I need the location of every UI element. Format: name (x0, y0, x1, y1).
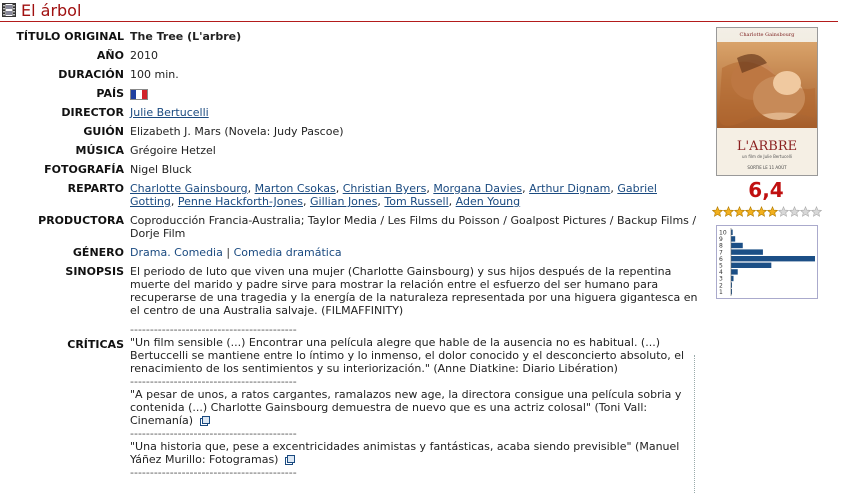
original-title-value: The Tree (L'arbre) (130, 30, 242, 43)
field-label: DIRECTOR (61, 106, 124, 119)
histogram-label: 4 (719, 269, 723, 277)
row-productora (0, 211, 700, 243)
histogram-label: 2 (719, 282, 723, 290)
star-icon (779, 207, 789, 216)
star-icon (768, 207, 778, 216)
title-bar (0, 0, 838, 22)
genre-link[interactable]: Drama. Comedia (130, 246, 223, 259)
histogram-bar (731, 276, 734, 281)
histogram-bar (731, 236, 735, 241)
photography-value: Nigel Bluck (130, 163, 192, 176)
field-label: REPARTO (67, 182, 124, 195)
external-link-icon[interactable] (200, 416, 210, 426)
row-reparto (0, 179, 700, 211)
page-title: El árbol (21, 1, 82, 20)
cast-link[interactable]: Gillian Jones (309, 195, 378, 208)
row-director (0, 103, 700, 122)
reviews-list (130, 320, 700, 482)
field-label: AÑO (96, 49, 124, 62)
row-sinopsis (0, 262, 700, 320)
genre-separator: | (226, 246, 231, 259)
genre-list (130, 243, 700, 262)
field-label: PRODUCTORA (38, 214, 124, 227)
cast-link[interactable]: Gabriel Gotting (130, 182, 657, 208)
histogram-bar (731, 263, 771, 268)
field-label: GÉNERO (72, 246, 124, 259)
review-item (130, 388, 700, 427)
field-label: CRÍTICAS (67, 338, 124, 351)
review-divider: ------------------------------------------ (130, 375, 297, 388)
duration-value: 100 min. (130, 68, 179, 81)
cast-link[interactable]: Penne Hackforth-Jones (177, 195, 303, 208)
review-item (130, 440, 700, 466)
cast-link[interactable]: Tom Russell (384, 195, 449, 208)
review-text: "A pesar de unos, a ratos cargantes, ramalazos new age, la directora consigue una película sobria y contenida (...) Charlotte Gainsbourg demuestra de nuevo que es una actriz colosal" (Toni Vall: Cinemanía) (130, 388, 682, 427)
rating-value: 6,4 (748, 178, 784, 202)
cast-link[interactable]: Charlotte Gainsbourg (130, 182, 248, 195)
histogram-label: 7 (719, 249, 723, 257)
field-label: PAÍS (96, 87, 124, 100)
cast-link[interactable]: Aden Young (455, 195, 521, 208)
histogram-bar (731, 269, 738, 274)
row-pais (0, 84, 700, 103)
country-value (130, 84, 700, 103)
row-titulo-original (0, 27, 700, 46)
row-musica (0, 141, 700, 160)
star-icon (724, 207, 734, 216)
field-label: DURACIÓN (58, 68, 124, 81)
director-link[interactable]: Julie Bertucelli (130, 106, 209, 119)
france-flag-icon (130, 89, 148, 100)
star-icon (735, 207, 745, 216)
review-item (130, 336, 700, 375)
row-genero (0, 243, 700, 262)
field-label: TÍTULO ORIGINAL (16, 30, 124, 43)
poster-image (717, 28, 817, 175)
histogram-label: 1 (719, 288, 723, 296)
producer-value: Coproducción Francia-Australia; Taylor Media / Les Films du Poisson / Goalpost Pictures / Backup Films / Dorje Film (130, 214, 697, 240)
cast-link[interactable]: Morgana Davies (433, 182, 523, 195)
synopsis-value: El periodo de luto que viven una mujer (Charlotte Gainsbourg) y sus hijos después de la repentina muerte del marido y padre sirve para mostrar la relación entre el esfuerzo del ser humano para recuperarse de una tragedia y la energía de la naturaleza representada por una higuera gigantesca en el centro de una Australia salvaje. (FILMAFFINITY) (130, 265, 698, 317)
histogram-label: 6 (719, 255, 723, 263)
rating-stars (712, 206, 824, 218)
field-label: MÚSICA (75, 144, 124, 157)
review-divider: ------------------------------------------ (130, 466, 297, 479)
rating-histogram[interactable] (716, 225, 818, 299)
poster-release: SORTIE LE 11 AOÛT (747, 165, 787, 170)
star-icon (790, 207, 800, 216)
histogram-bar (731, 249, 763, 254)
star-icon (812, 207, 822, 216)
histogram-bar (731, 243, 743, 248)
histogram-label: 3 (719, 275, 723, 283)
histogram-bar (731, 256, 815, 261)
poster-actress-name: Charlotte Gainsbourg (739, 32, 795, 38)
movie-info-table (0, 27, 700, 482)
star-icon (801, 207, 811, 216)
poster-title: L'ARBRE (736, 139, 798, 154)
field-label: GUIÓN (83, 125, 124, 138)
external-link-icon[interactable] (285, 455, 295, 465)
poster-subtitle: un film de Julie Bertucelli (741, 154, 793, 159)
cast-link[interactable]: Marton Csokas (254, 182, 336, 195)
star-icon (713, 207, 723, 216)
cast-link[interactable]: Arthur Dignam (529, 182, 611, 195)
row-anio (0, 46, 700, 65)
row-fotografia (0, 160, 700, 179)
histogram-label: 10 (719, 229, 727, 237)
histogram-label: 9 (719, 236, 723, 244)
movie-poster[interactable] (716, 27, 818, 176)
year-value: 2010 (130, 49, 158, 62)
star-icon (757, 207, 767, 216)
review-text: "Una historia que, pese a excentricidades animistas y fantásticas, acaba siendo previsible" (Manuel Yáñez Murillo: Fotogramas) (130, 440, 680, 466)
histogram-label: 5 (719, 262, 723, 270)
review-divider: ------------------------------------------ (130, 427, 297, 440)
field-label: SINOPSIS (65, 265, 124, 278)
screenplay-value: Elizabeth J. Mars (Novela: Judy Pascoe) (130, 125, 344, 138)
review-divider: ------------------------------------------ (130, 323, 297, 336)
row-criticas (0, 320, 700, 482)
row-guion (0, 122, 700, 141)
cast-link[interactable]: Christian Byers (342, 182, 427, 195)
row-duracion (0, 65, 700, 84)
star-icon (746, 207, 756, 216)
field-label: FOTOGRAFÍA (44, 163, 124, 176)
genre-link[interactable]: Comedia dramática (233, 246, 342, 259)
histogram-label: 8 (719, 242, 723, 250)
music-value: Grégoire Hetzel (130, 144, 216, 157)
cast-list: Charlotte Gainsbourg, Marton Csokas, Christian Byers, Morgana Davies, Arthur Dignam, Gabriel Gotting, Penne Hackforth-Jones, Gillian Jones, Tom Russell, Aden Young (130, 182, 657, 208)
reviews-vertical-rule (694, 355, 696, 493)
review-text: "Un film sensible (...) Encontrar una película alegre que hable de la ausencia no es habitual. (...) Bertuccelli se mantiene entre lo íntimo y lo inmenso, el dolor conocido y el desconcierto absoluto, el renacimiento de los sentimientos y su interiorización." (Anne Diatkine: Diario Libération) (130, 336, 685, 375)
film-icon (2, 3, 16, 17)
